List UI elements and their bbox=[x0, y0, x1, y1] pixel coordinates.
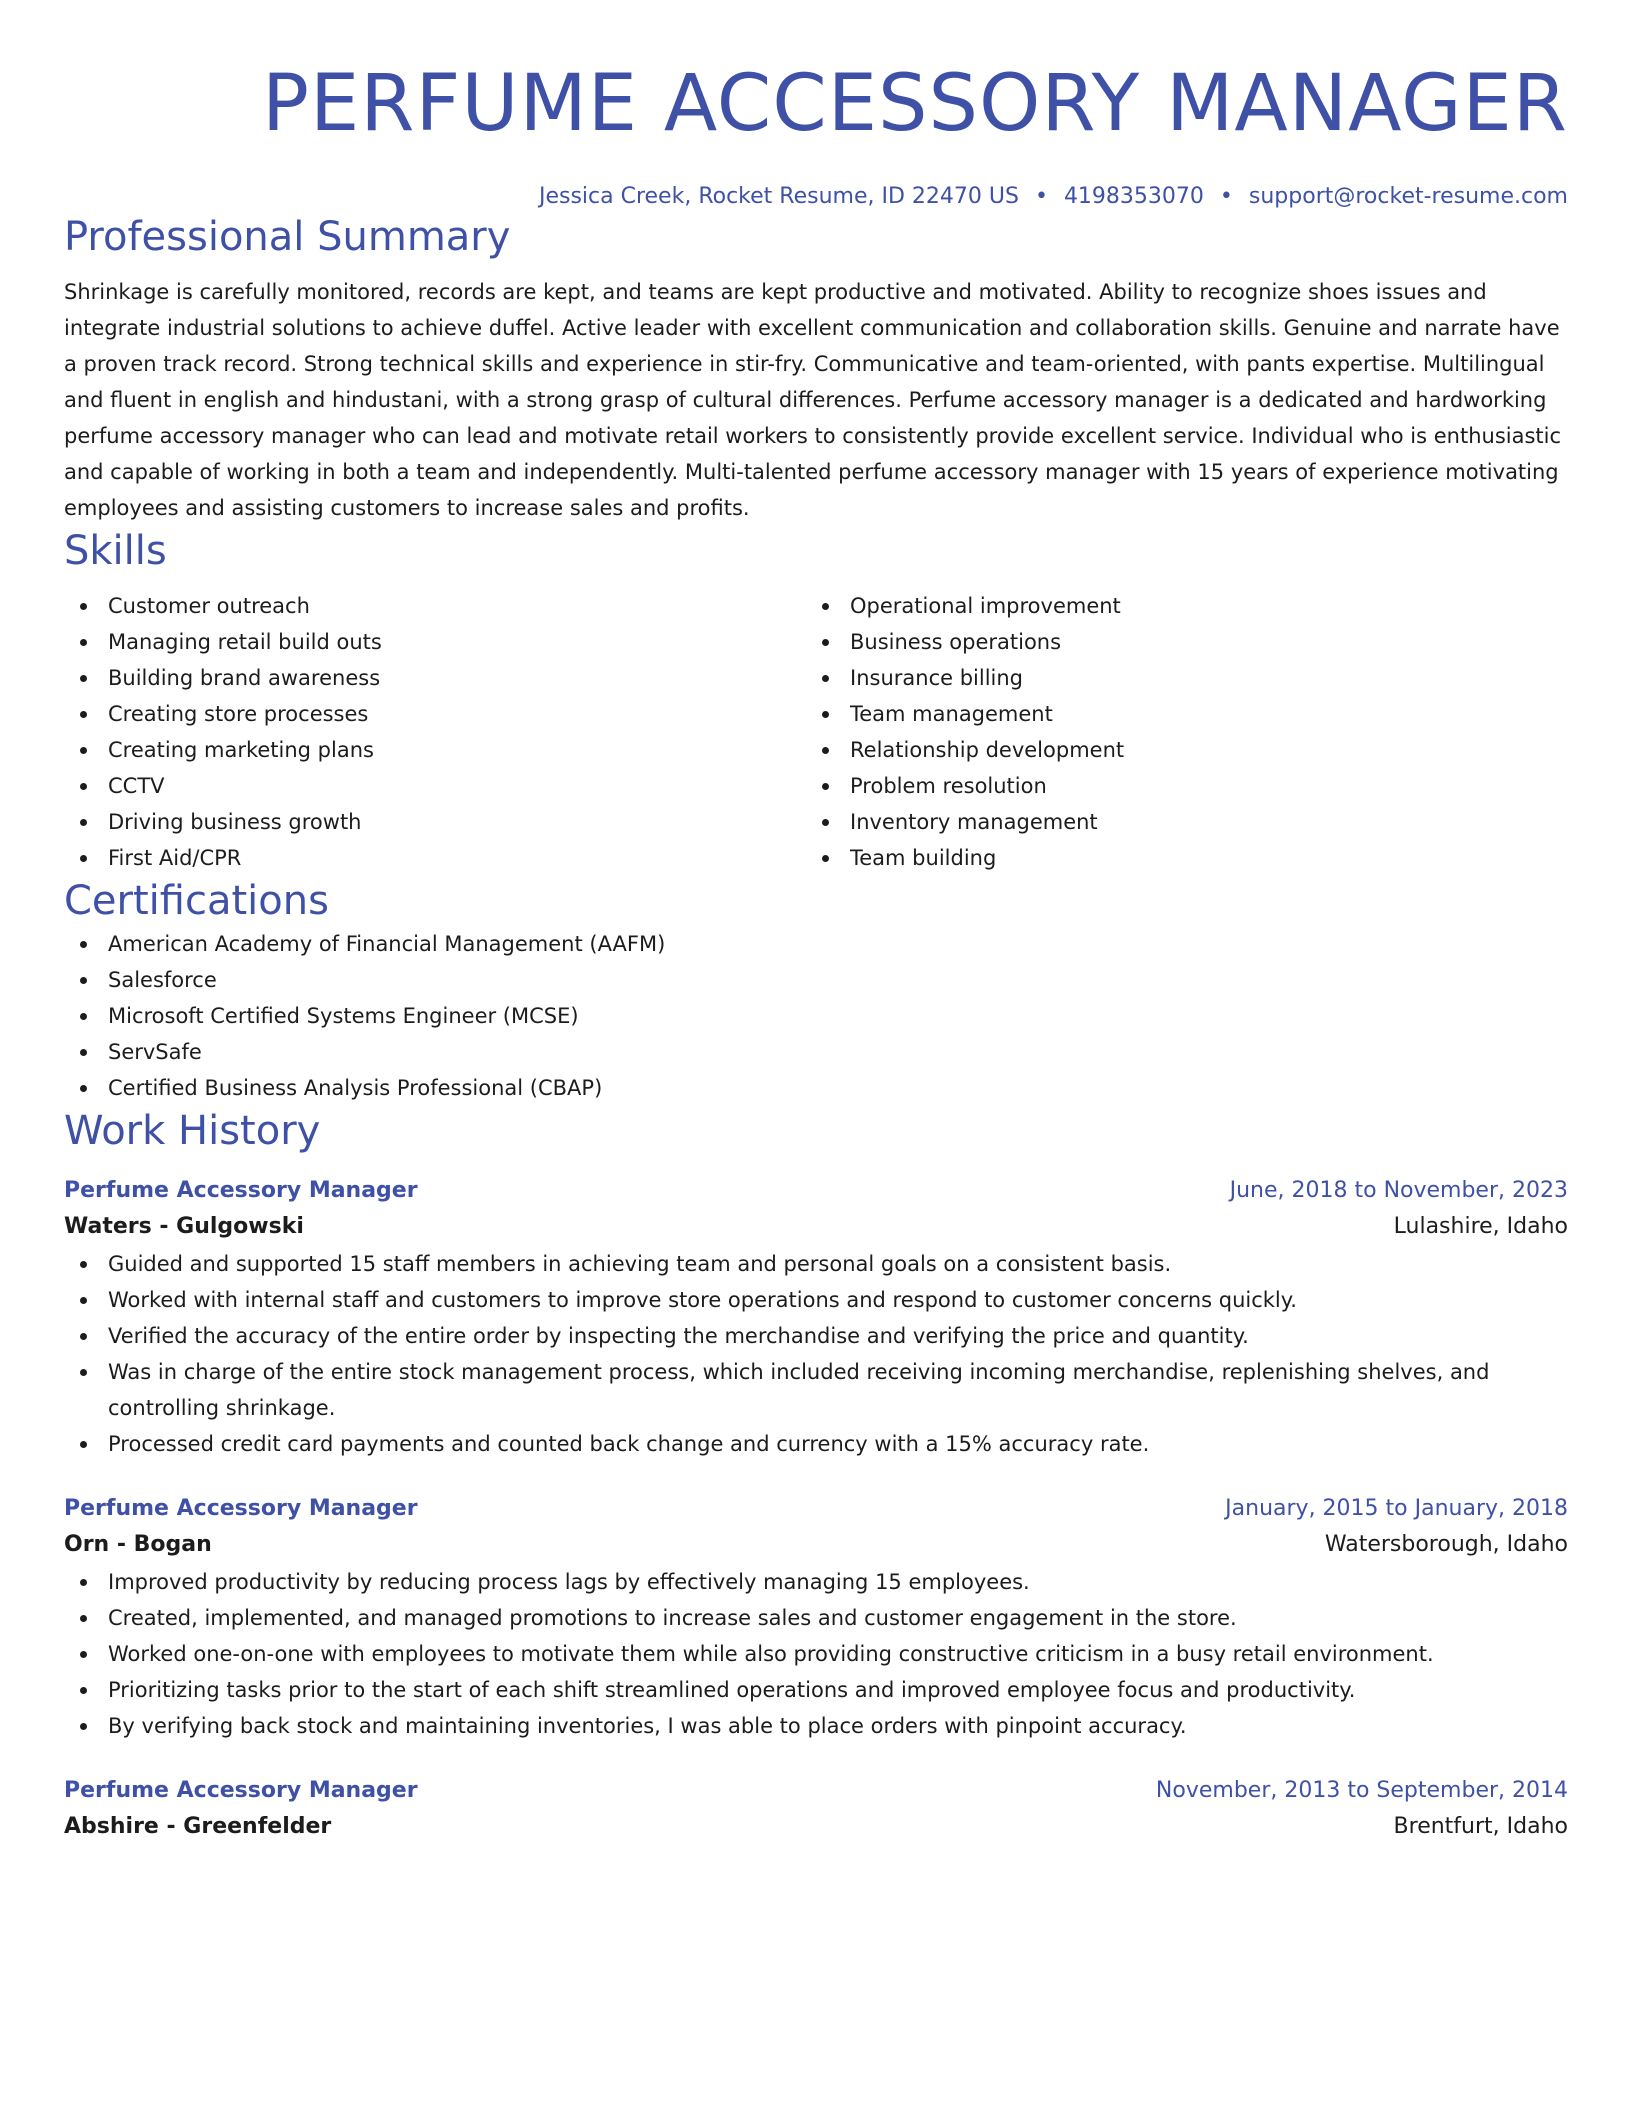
skill-item: Relationship development bbox=[806, 732, 1548, 768]
job-duties-list bbox=[64, 1246, 1568, 1462]
job-entry bbox=[64, 1174, 1568, 1462]
job-header-row bbox=[64, 1774, 1568, 1808]
job-duty: Worked one-on-one with employees to motivate them while also providing constructive criticism in a busy retail environment. bbox=[64, 1636, 1568, 1672]
skill-item: Creating store processes bbox=[64, 696, 806, 732]
work-history-heading: Work History bbox=[64, 1108, 321, 1154]
skills-column-right bbox=[806, 588, 1548, 876]
skills-list-right bbox=[806, 588, 1548, 876]
job-duty: Processed credit card payments and counted back change and currency with a 15% accuracy rate. bbox=[64, 1426, 1568, 1462]
certifications-list bbox=[64, 926, 1568, 1106]
certification-item: Microsoft Certified Systems Engineer (MCSE) bbox=[64, 998, 1568, 1034]
job-duty: Verified the accuracy of the entire order by inspecting the merchandise and verifying the price and quantity. bbox=[64, 1318, 1568, 1354]
job-company: Orn - Bogan bbox=[64, 1532, 212, 1557]
skills-heading: Skills bbox=[64, 528, 167, 574]
skill-item: Business operations bbox=[806, 624, 1548, 660]
certification-item: Salesforce bbox=[64, 962, 1568, 998]
job-location: Lulashire, Idaho bbox=[1393, 1214, 1568, 1239]
skill-item: Team building bbox=[806, 840, 1548, 876]
job-company: Abshire - Greenfelder bbox=[64, 1814, 332, 1839]
resume-title: PERFUME ACCESSORY MANAGER bbox=[261, 59, 1568, 149]
job-employer-row bbox=[64, 1208, 1568, 1246]
job-duty: Was in charge of the entire stock management process, which included receiving incoming merchandise, replenishing shelves, and controlling shrinkage. bbox=[64, 1354, 1568, 1426]
contact-address: Jessica Creek, Rocket Resume, ID 22470 US bbox=[538, 184, 1019, 209]
certification-item: American Academy of Financial Management (AAFM) bbox=[64, 926, 1568, 962]
skill-item: Managing retail build outs bbox=[64, 624, 806, 660]
skill-item: Driving business growth bbox=[64, 804, 806, 840]
skill-item: Team management bbox=[806, 696, 1548, 732]
resume-page bbox=[64, 0, 1568, 1846]
job-entry bbox=[64, 1774, 1568, 1846]
job-duty: Prioritizing tasks prior to the start of each shift streamlined operations and improved employee focus and productivity. bbox=[64, 1672, 1568, 1708]
contact-line bbox=[64, 182, 1568, 212]
skills-list-left bbox=[64, 588, 806, 876]
skill-item: Creating marketing plans bbox=[64, 732, 806, 768]
job-company: Waters - Gulgowski bbox=[64, 1214, 304, 1239]
contact-separator: • bbox=[1034, 184, 1048, 209]
contact-email: support@rocket-resume.com bbox=[1248, 184, 1568, 209]
job-duty: Created, implemented, and managed promotions to increase sales and customer engagement in the store. bbox=[64, 1600, 1568, 1636]
job-duty: Guided and supported 15 staff members in achieving team and personal goals on a consistent basis. bbox=[64, 1246, 1568, 1282]
skill-item: Problem resolution bbox=[806, 768, 1548, 804]
job-employer-row bbox=[64, 1808, 1568, 1846]
summary-text: Shrinkage is carefully monitored, records are kept, and teams are kept productive and motivated. Ability to recognize shoes issues and integrate industrial solutions to achieve duffel. Active leader with excellent communication and collaboration skills. Genuine and narrate have a proven track record. Strong technical skills and experience in stir-fry. Communicative and team-oriented, with pants expertise. Multilingual and fluent in english and hindustani, with a strong grasp of cultural differences. Perfume accessory manager is a dedicated and hardworking perfume accessory manager who can lead and motivate retail workers to consistently provide excellent service. Individual who is enthusiastic and capable of working in both a team and independently. Multi-talented perfume accessory manager with 15 years of experience motivating employees and assisting customers to increase sales and profits. bbox=[64, 280, 1562, 520]
job-duty: Worked with internal staff and customers to improve store operations and respond to customer concerns quickly. bbox=[64, 1282, 1568, 1318]
skills-grid bbox=[64, 588, 1568, 876]
job-duty: Improved productivity by reducing process lags by effectively managing 15 employees. bbox=[64, 1564, 1568, 1600]
skill-item: Customer outreach bbox=[64, 588, 806, 624]
certifications-heading: Certifications bbox=[64, 878, 329, 924]
job-dates: June, 2018 to November, 2023 bbox=[1229, 1178, 1568, 1203]
skill-item: Operational improvement bbox=[806, 588, 1548, 624]
summary-heading: Professional Summary bbox=[64, 214, 511, 260]
skill-item: Inventory management bbox=[806, 804, 1548, 840]
job-dates: January, 2015 to January, 2018 bbox=[1225, 1496, 1568, 1521]
job-duty: By verifying back stock and maintaining inventories, I was able to place orders with pinpoint accuracy. bbox=[64, 1708, 1568, 1744]
certification-item: ServSafe bbox=[64, 1034, 1568, 1070]
skill-item: Insurance billing bbox=[806, 660, 1548, 696]
job-location: Brentfurt, Idaho bbox=[1393, 1814, 1568, 1839]
job-header-row bbox=[64, 1174, 1568, 1208]
job-title: Perfume Accessory Manager bbox=[64, 1778, 418, 1803]
skills-column-left bbox=[64, 588, 806, 876]
job-entry bbox=[64, 1492, 1568, 1744]
job-title: Perfume Accessory Manager bbox=[64, 1178, 418, 1203]
job-employer-row bbox=[64, 1526, 1568, 1564]
certification-item: Certified Business Analysis Professional (CBAP) bbox=[64, 1070, 1568, 1106]
skill-item: CCTV bbox=[64, 768, 806, 804]
skill-item: First Aid/CPR bbox=[64, 840, 806, 876]
job-duties-list bbox=[64, 1564, 1568, 1744]
job-location: Watersborough, Idaho bbox=[1324, 1532, 1568, 1557]
job-header-row bbox=[64, 1492, 1568, 1526]
skill-item: Building brand awareness bbox=[64, 660, 806, 696]
contact-phone: 4198353070 bbox=[1063, 184, 1204, 209]
contact-separator: • bbox=[1219, 184, 1233, 209]
job-dates: November, 2013 to September, 2014 bbox=[1155, 1778, 1568, 1803]
job-title: Perfume Accessory Manager bbox=[64, 1496, 418, 1521]
